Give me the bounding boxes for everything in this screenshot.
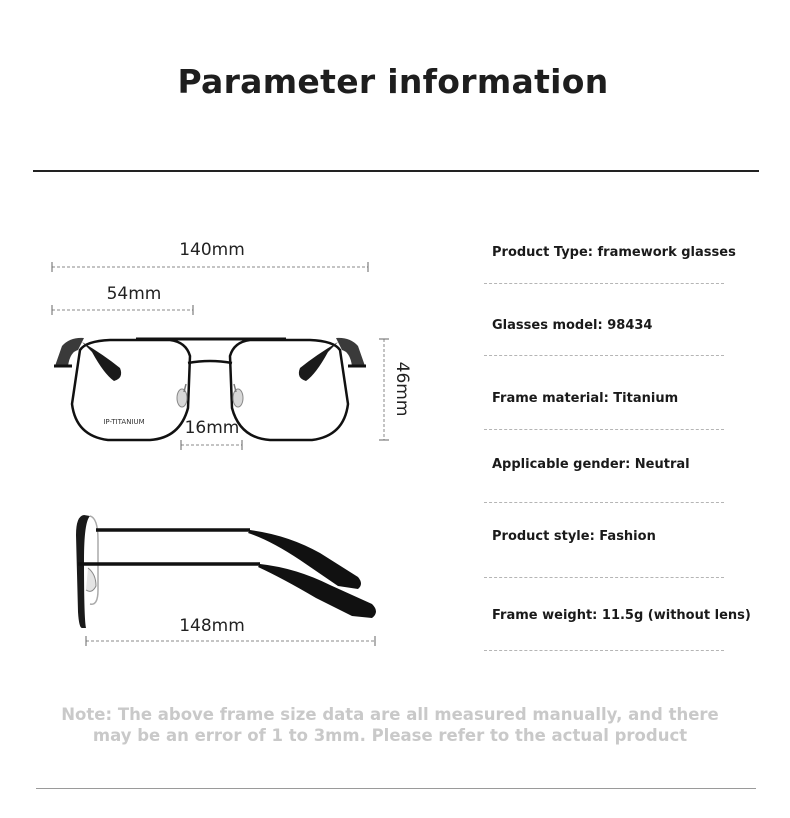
page-title: Parameter information xyxy=(177,62,609,101)
lens-width-dimension xyxy=(52,284,193,315)
spec-divider xyxy=(484,283,724,284)
note-line-1: Note: The above frame size data are all measured manually, and there xyxy=(61,705,719,724)
measurement-note xyxy=(40,704,740,746)
note-line-2: may be an error of 1 to 3mm. Please refer to the actual product xyxy=(92,726,688,745)
bridge-width-dimension xyxy=(181,418,242,450)
glasses-side-view xyxy=(76,515,376,628)
spec-product-style: Product style: Fashion xyxy=(492,529,656,544)
lens-height-dimension xyxy=(379,339,412,440)
frame-width-label: 140mm xyxy=(179,240,245,260)
spec-divider xyxy=(484,355,724,356)
lens-height-label: 46mm xyxy=(392,361,412,417)
lens-width-label: 54mm xyxy=(106,284,162,304)
temple-length-label: 148mm xyxy=(179,616,245,636)
spec-frame-weight: Frame weight: 11.5g (without lens) xyxy=(492,608,751,623)
spec-frame-material: Frame material: Titanium xyxy=(492,391,679,406)
spec-divider xyxy=(484,577,724,578)
spec-product-type: Product Type: framework glasses xyxy=(492,245,736,260)
spec-divider xyxy=(484,650,724,651)
spec-applicable-gender: Applicable gender: Neutral xyxy=(492,457,690,472)
bridge-width-label: 16mm xyxy=(184,418,240,438)
bottom-divider xyxy=(36,788,756,789)
temple-length-dimension xyxy=(86,616,375,646)
spec-divider xyxy=(484,429,724,430)
spec-glasses-model: Glasses model: 98434 xyxy=(492,318,653,333)
frame-width-dimension xyxy=(52,240,368,272)
spec-divider xyxy=(484,502,724,503)
lens-stamp: IP-TITANIUM xyxy=(103,418,145,426)
